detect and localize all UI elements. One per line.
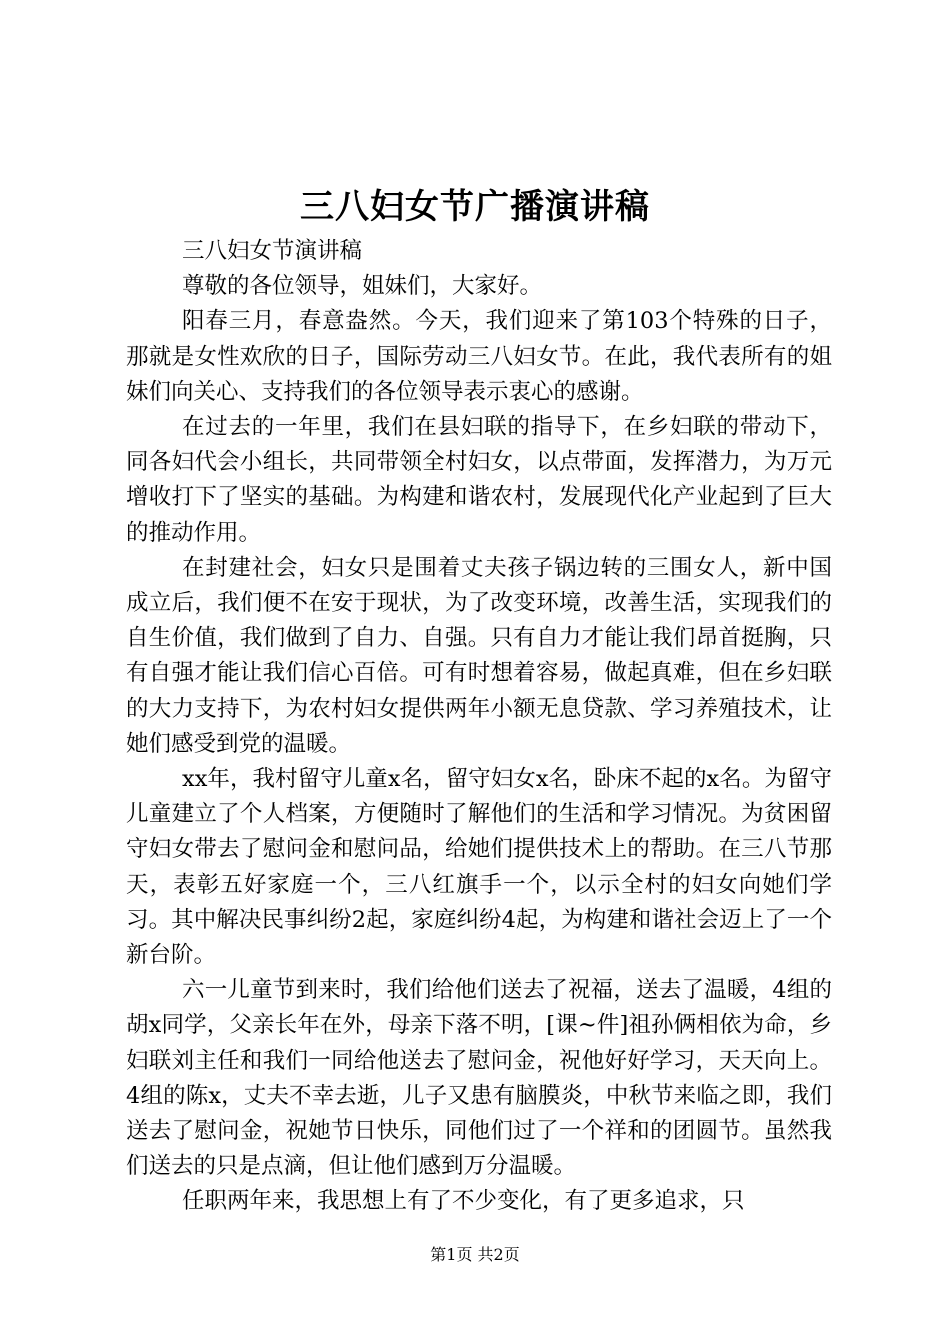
body-paragraph: 任职两年来，我思想上有了不少变化，有了更多追求，只: [182, 1188, 745, 1215]
body-paragraph: 在过去的一年里，我们在县妇联的指导下，在乡妇联的带动下，同各妇代会小组长，共同带领全村妇女，以点带面，发挥潜力，为万元增收打下了坚实的基础。为构建和谐农村，发展现代化产业起到了巨大的推动作用。: [126, 414, 832, 546]
subtitle-paragraph: 三八妇女节演讲稿: [182, 238, 363, 264]
document-title: 三八妇女节广播演讲稿: [300, 187, 650, 227]
document-body: [126, 234, 832, 1220]
page-footer: 第1页 共2页: [430, 1245, 520, 1264]
body-paragraph: 六一儿童节到来时，我们给他们送去了祝福，送去了温暖，4组的胡x同学，父亲长年在外，母亲下落不明，[课~件]祖孙俩相依为命，乡妇联刘主任和我们一同给他送去了慰问金，祝他好好学习，天天向上。4组的陈x，丈夫不幸去逝，儿子又患有脑膜炎，中秋节来临之即，我们送去了慰问金，祝她节日快乐，同他们过了一个祥和的团圆节。虽然我们送去的只是点滴，但让他们感到万分温暖。: [126, 977, 832, 1180]
body-paragraph: 在封建社会，妇女只是围着丈夫孩子锅边转的三围女人，新中国成立后，我们便不在安于现状，为了改变环境，改善生活，实现我们的自生价值，我们做到了自力、自强。只有自力才能让我们昂首挺胸，只有自强才能让我们信心百倍。可有时想着容易，做起真难，但在乡妇联的大力支持下，为农村妇女提供两年小额无息贷款、学习养殖技术，让她们感受到党的温暖。: [126, 554, 832, 757]
greeting-paragraph: 尊敬的各位领导，姐妹们，大家好。: [182, 273, 543, 300]
body-paragraph: 阳春三月，春意盎然。今天，我们迎来了第103个特殊的日子，那就是女性欢欣的日子，国际劳动三八妇女节。在此，我代表所有的姐妹们向关心、支持我们的各位领导表示衷心的感谢。: [126, 308, 832, 405]
body-paragraph: xx年，我村留守儿童x名，留守妇女x名，卧床不起的x名。为留守儿童建立了个人档案，方便随时了解他们的生活和学习情况。为贫困留守妇女带去了慰问金和慰问品，给她们提供技术上的帮助。在三八节那天，表彰五好家庭一个，三八红旗手一个，以示全村的妇女向她们学习。其中解决民事纠纷2起，家庭纠纷4起，为构建和谐社会迈上了一个新台阶。: [126, 766, 832, 969]
